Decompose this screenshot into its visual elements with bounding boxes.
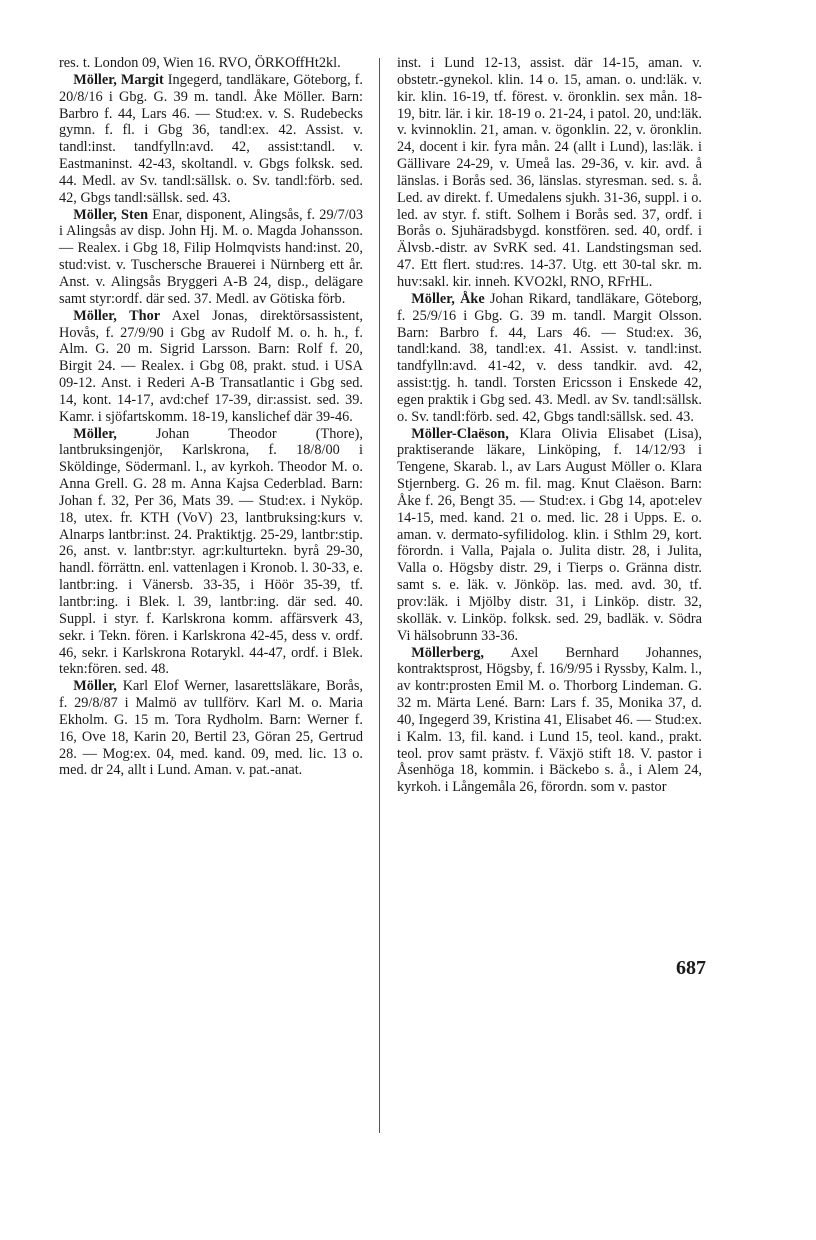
entry-name: Möller, — [73, 425, 117, 442]
column-divider — [379, 58, 380, 1133]
entry-text: Enar, disponent, Alingsås, f. 29/7/03 i Alingsås av disp. John Hj. M. o. Magda Johansson. — Realex. i Gbg 18, Filip Holmqvists hand:inst. 20, stud:vist. v. Tuschersche Brauerei i Nürnberg ett år. Anst. v. Alingsås Bryggeri A-B 24, disp., delägare samt styr:ordf. där sed. 37. Medl. av Götiska förb. — [59, 206, 363, 307]
biography-entry — [59, 426, 363, 679]
entry-text: Johan Theodor (Thore), lantbruksingenjör, Karlskrona, f. 18/8/00 i Sköldinge, Södermanl. l., av kyrkoh. Theodor M. o. Anna Grell. G. 28 m. Anna Kajsa Cederblad. Barn: Johan f. 32, Per 36, Mats 39. — Stud:ex. i Nyköp. 18, utex. fr. KTH (VoV) 23, lantbruksing:kurs v. Alnarps lantbr:inst. 24. Praktiktjg. 25-29, lantbr:stip. 26, anst. v. lantbr:styr. agr:kulturtekn. byrå 29-30, handl. förrättn. enl. vattenlagen i Kronob. l. 30-33, e. lantbr:ing. i Vänersb. 33-35, i Höör 35-39, tf. lantbr:ing. i Blek. l. 39, lantbr:ing. där sed. 40. Suppl. i styr. f. Karlskrona komm. affärsverk 43, sekr. i Tekn. fören. i Karlskrona 42-45, dess v. ordf. 46, sekr. i Karlskrona Rotarykl. 44-47, ordf. i Blek. tekn:fören. sed. 48. — [59, 425, 363, 678]
entry-name: Möller, Thor — [73, 307, 161, 324]
entry-name: Möller-Claëson, — [411, 425, 509, 442]
biography-entry — [397, 55, 702, 291]
entry-text: Klara Olivia Elisabet (Lisa), praktiserande läkare, Linköping, f. 14/12/93 i Tengene, Skarab. l., av Lars August Möller o. Klara Stjernberg. G. 26 m. fil. mag. Knut Claëson. Barn: Åke f. 26, Bengt 35. — Stud:ex. i Gbg 14, apot:elev 14-15, med. kand. 21 o. med. lic. 28 i Upps. E. o. aman. v. dermato-syfilidolog. klin. i Sthlm 29, kort. förordn. i Valla, Pajala o. Julita distr. 28, i Julita, Valla o. Högsby distr. 29, i Tierps o. Gränna distr. samt s. e. läk. v. Jönköp. las. med. avd. 30, tf. prov:läk. i Mjölby distr. 31, i Linköp. distr. 32, skolläk. v. Linköp. folksk. sed. 29, badläk. v. Södra Vi hälsobrunn 33-36. — [397, 425, 702, 644]
biography-entry — [59, 308, 363, 426]
biography-entry — [59, 207, 363, 308]
biography-entry — [59, 678, 363, 779]
left-column — [59, 55, 363, 779]
entry-text: Axel Jonas, direktörsassistent, Hovås, f. 27/9/90 i Gbg av Rudolf M. o. h. h., f. Alm. G. 20 m. Sigrid Larsson. Barn: Rolf f. 20, Birgit 24. — Realex. i Gbg 08, prakt. stud. i USA 09-12. Anst. i Rederi A-B Transatlantic i Gbg sed. 14, kont. 14-17, avd:chef 17-39, dir:assist. sed. 39. Kamr. i sjöfartskomm. 18-19, kanslichef där 39-46. — [59, 307, 363, 425]
entry-name: Möller, Margit — [73, 71, 164, 88]
entry-name: Möller, Sten — [73, 206, 149, 223]
entry-text: res. t. London 09, Wien 16. RVO, ÖRKOffHt2kl. — [59, 55, 341, 71]
entry-text: Ingegerd, tandläkare, Göteborg, f. 20/8/16 i Gbg. G. 39 m. tandl. Åke Möller. Barn: Barbro f. 44, Lars 46. — Stud:ex. v. S. Rudebecks gymn. f. fl. i Gbg 36, tandl:ex. 42. Assist. v. tandl:inst. tandfylln:avd. 42, assist:tandl. v. Eastmaninst. 42-43, skoltandl. v. Gbgs folksk. sed. 44. Medl. av Sv. tandl:sällsk. o. Sv. tandl:förb. sed. 42, Gbgs tandl:sällsk. sed. 43. — [59, 71, 364, 206]
entry-text: inst. i Lund 12-13, assist. där 14-15, aman. v. obstetr.-gynekol. klin. 14 o. 15, aman. o. und:läk. v. kir. klin. 16-19, tf. förest. v. öronklin. sex mån. 18-19, bitr. lär. i kir. 18-19 o. 21-24, i patol. 20, und:läk. v. kvinnoklin. 21, aman. v. ögonklin. 22, v. öronklin. 24, docent i kir. fyra mån. 24 (allt i Lund), las:läk. i Gällivare 24-29, v. Umeå las. 29-36, v. kir. avd. å länslas. i Borås sed. 36, länslas. styresman. sed. s. å. Led. av direkt. f. Umedalens sjukh. 31-36, suppl. i o. led. av styr. f. stift. Solhem i Borås sed. 37, ordf. i Borås o. Sjuhäradsbygd. konstfören. sed. 40, ordf. i Älvsb.-distr. av SvRK sed. 41. Landstingsman sed. 47. Ett flert. stud:res. 14-37. Utg. ett 30-tal skr. m. huv:sakl. kir. inneh. KVO2kl, RNO, RFrHL. — [397, 55, 702, 290]
entry-text: Johan Rikard, tandläkare, Göteborg, f. 25/9/16 i Gbg. G. 39 m. tandl. Margit Olsson. Barn: Barbro f. 44, Lars 46. — Stud:ex. 36, tandl:kand. 38, tandl:ex. 41. Assist. v. tandl:inst. tandfylln:avd. 41-42, v. dess tandkir. avd. 42, assist:tjg. h. tandl. Torsten Ericsson i Enskede 42, egen praktik i Gbg sed. 43. Medl. av Sv. tandl:sällsk. o. Sv. tandl:förb. sed. 42, Gbgs tandl:sällsk. sed. 43. — [397, 290, 702, 425]
entry-text: Axel Bernhard Johannes, kontraktsprost, Högsby, f. 16/9/95 i Ryssby, Kalm. l., av kontr:prosten Emil M. o. Thorborg Lindeman. G. 32 m. Märta Lené. Barn: Lars f. 35, Monika 37, d. 40, Ingegerd 39, Kristina 41, Elisabet 46. — Stud:ex. i Kalm. 13, fil. kand. i Lund 15, teol. kand., prakt. teol. prov samt prästv. f. Växjö stift 18. V. pastor i Åsenhöga 18, kommin. i Bäckebo s. å., i Alem 24, kyrkoh. i Långemåla 26, förordn. som v. pastor — [397, 644, 702, 796]
biography-entry — [59, 72, 363, 207]
biography-entry — [397, 645, 702, 797]
entry-name: Möller, — [73, 678, 117, 695]
entry-name: Möllerberg, — [411, 644, 484, 661]
entry-name: Möller, Åke — [411, 290, 485, 307]
biography-entry — [397, 291, 702, 426]
biography-entry — [397, 426, 702, 645]
page-number: 687 — [676, 957, 706, 979]
right-column — [397, 55, 702, 796]
biography-entry — [59, 55, 363, 72]
entry-text: Karl Elof Werner, lasarettsläkare, Borås, f. 29/8/87 i Malmö av tullförv. Karl M. o. Maria Ekholm. G. 15 m. Tora Rydholm. Barn: Werner f. 16, Ove 18, Karin 20, Bertil 23, Göran 25, Gertrud 28. — Mog:ex. 04, med. kand. 09, med. lic. 13 o. med. dr 24, allt i Lund. Aman. v. pat.-anat. — [59, 678, 363, 779]
